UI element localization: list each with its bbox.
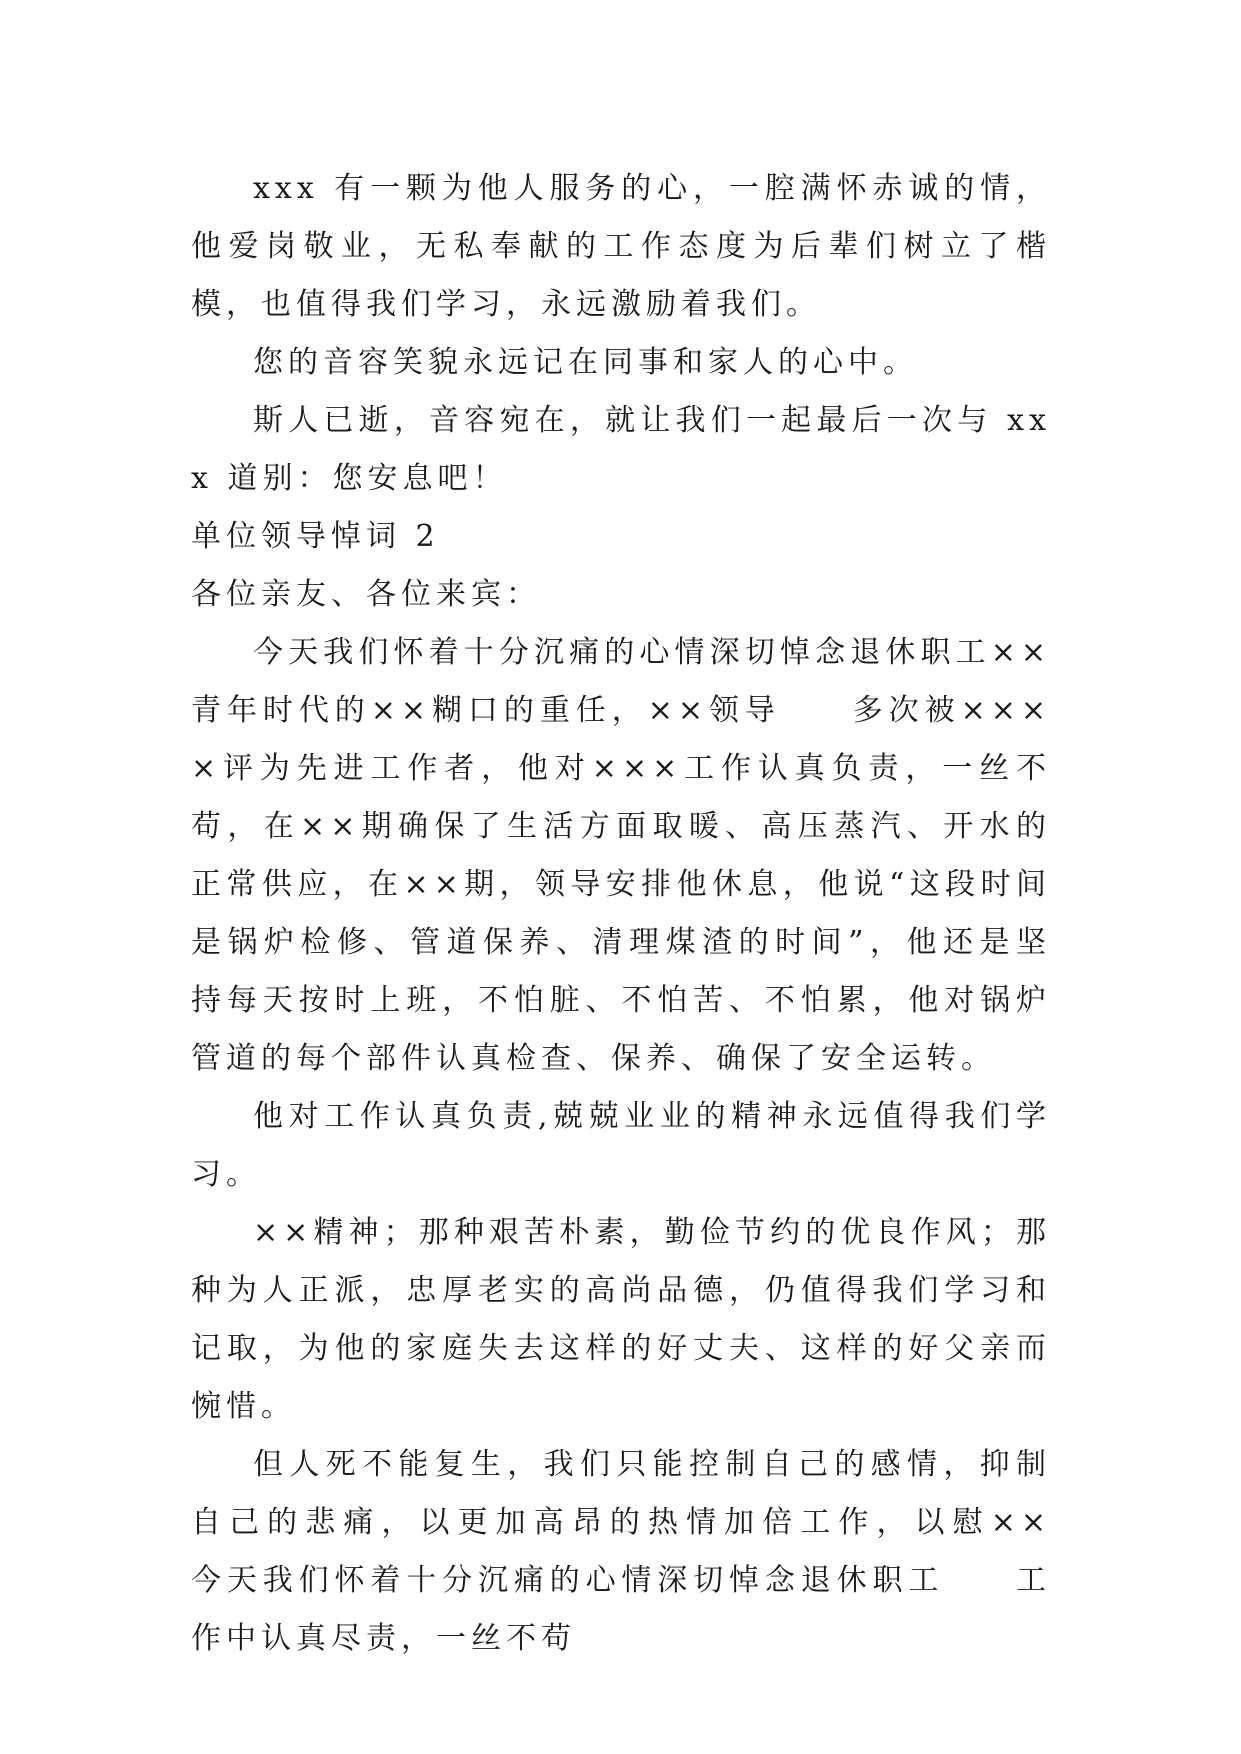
paragraph-farewell: 斯人已逝，音容宛在，就让我们一起最后一次与 xxx 道别：您安息吧！ xyxy=(191,403,1051,496)
paragraph-memory: 您的音容笑貌永远记在同事和家人的心中。 xyxy=(253,345,918,380)
paragraph-tribute: xxx 有一颗为他人服务的心，一腔满怀赤诚的情，他爱岗敬业，无私奉献的工作态度为后辈们树立了楷模，也值得我们学习，永远激励着我们。 xyxy=(191,171,1051,322)
paragraph-character: ××精神；那种艰苦朴素，勤俭节约的优良作风；那种为人正派，忠厚老实的高尚品德，仍值得我们学习和记取，为他的家庭失去这样的好丈夫、这样的好父亲而惋惜。 xyxy=(191,1215,1051,1424)
salutation: 各位亲友、各位来宾： xyxy=(191,577,541,612)
document-body xyxy=(191,160,1121,1668)
paragraph-diligence: 他对工作认真负责,兢兢业业的精神永远值得我们学习。 xyxy=(191,1099,1051,1192)
paragraph-career: 今天我们怀着十分沉痛的心情深切悼念退休职工××青年时代的××糊口的重任，××领导 多次被××××评为先进工作者，他对×××工作认真负责，一丝不苟，在××期确保了生活方面取暖、高压蒸汽、开水的正常供应，在××期，领导安排他休息，他说“这段时间是锅炉检修、管道保养、清理煤渣的时间”，他还是坚持每天按时上班，不怕脏、不怕苦、不怕累，他对锅炉管道的每个部件认真检查、保养、确保了安全运转。 xyxy=(191,635,1051,1076)
section-title: 单位领导悼词 2 xyxy=(191,519,440,554)
paragraph-closing: 但人死不能复生，我们只能控制自己的感情，抑制自己的悲痛，以更加高昂的热情加倍工作，以慰×× 今天我们怀着十分沉痛的心情深切悼念退休职工 工作中认真尽责，一丝不苟 xyxy=(191,1447,1121,1656)
